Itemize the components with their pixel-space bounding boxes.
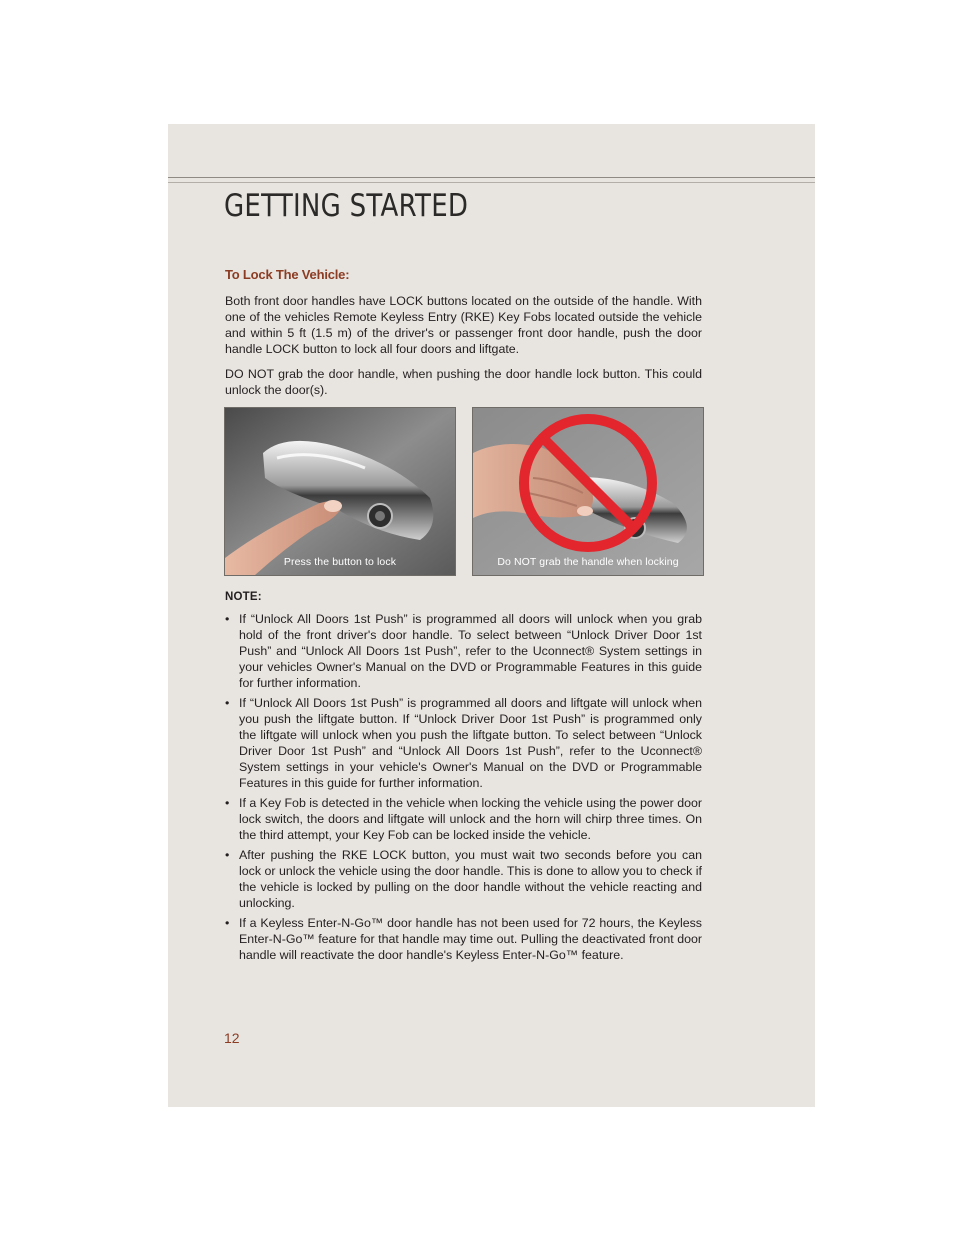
figure-do-not-grab [472, 407, 704, 576]
note-label: NOTE: [225, 591, 262, 603]
bullet-marker: • [225, 916, 230, 931]
header-rule-top [168, 177, 815, 178]
manual-page [168, 124, 815, 1107]
page-number: 12 [224, 1030, 240, 1046]
bullet-marker: • [225, 696, 230, 711]
figure-caption: Do NOT grab the handle when locking [497, 556, 679, 568]
note-item [225, 847, 702, 911]
note-item [225, 695, 702, 791]
door-handle-grab-illustration [473, 408, 703, 575]
note-item-text: If “Unlock All Doors 1st Push” is programmed all doors will unlock when you grab hold of the front driver's door handle. To select between “Unlock Driver Door 1st Push” and “Unlock All Doors 1st Push”, refer to the Uconnect® System settings in your vehicles Owner's Manual on the DVD or Programmable Features in this guide for further information. [239, 612, 702, 690]
note-item-text: If a Key Fob is detected in the vehicle when locking the vehicle using the power door lock switch, the doors and liftgate will unlock and the horn will chirp three times. On the third attempt, your Key Fob can be locked inside the vehicle. [239, 796, 702, 843]
bullet-marker: • [225, 796, 230, 811]
figure-caption: Press the button to lock [283, 556, 397, 568]
note-item [225, 611, 702, 691]
figure-press-button [224, 407, 456, 576]
note-item [225, 915, 702, 963]
note-item-text: If a Keyless Enter-N-Go™ door handle has not been used for 72 hours, the Keyless Enter-N-Go™ feature for that handle may time out. Pulling the deactivated front door handle will reactivate the door handle's Keyless Enter-N-Go™ feature. [239, 916, 702, 963]
note-list [225, 611, 702, 967]
bullet-marker: • [225, 848, 230, 863]
door-handle-press-illustration [225, 408, 455, 575]
paragraph-lock-buttons: Both front door handles have LOCK buttons located on the outside of the handle. With one of the vehicles Remote Keyless Entry (RKE) Key Fobs located outside the vehicle and within 5 ft (1.5 m) of the driver's or passenger front door handle, push the door handle LOCK button to lock all four doors and liftgate. [225, 294, 702, 357]
chapter-title: GETTING STARTED [224, 188, 469, 224]
header-rule-bottom [168, 182, 815, 183]
note-item-text: After pushing the RKE LOCK button, you must wait two seconds before you can lock or unlock the vehicle using the door handle. This is done to allow you to check if the vehicle is locked by pulling on the door handle without the vehicle reacting and unlocking. [239, 848, 702, 911]
note-item-text: If “Unlock All Doors 1st Push” is programmed all doors and liftgate will unlock when you push the liftgate button. If “Unlock Driver Door 1st Push” is programmed only the liftgate will unlock when you push the liftgate button. To select between “Unlock Driver Door 1st Push” and “Unlock All Doors 1st Push”, refer to the Uconnect® System settings in your vehicle's Owner's Manual on the DVD or Programmable Features in this guide for further information. [239, 696, 702, 791]
note-item [225, 795, 702, 843]
paragraph-do-not-grab: DO NOT grab the door handle, when pushing the door handle lock button. This could unlock the door(s). [225, 367, 702, 398]
bullet-marker: • [225, 612, 230, 626]
section-title: To Lock The Vehicle: [225, 267, 350, 282]
